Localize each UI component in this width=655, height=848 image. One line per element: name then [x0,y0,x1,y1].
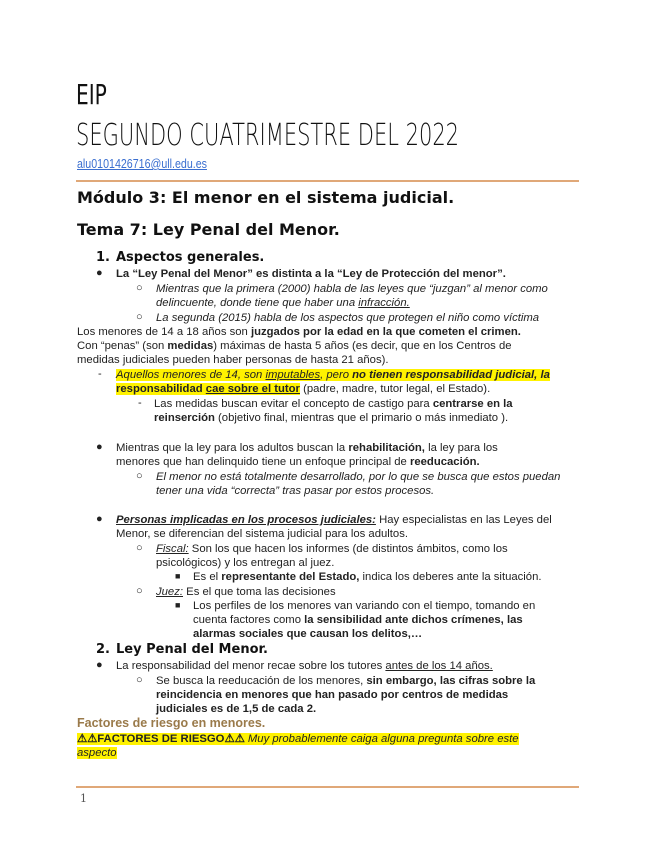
warning-line-1: ⚠⚠FACTORES DE RIESGO⚠⚠ Muy probablemente caiga alguna pregunta sobre este [77,733,519,745]
circle-bullet: ○ [136,674,143,686]
section-1-title: Aspectos generales. [116,250,265,265]
bullet-dot: ● [96,513,103,525]
bullet-rehabilitacion-2: menores que han delinquido tiene un enfoque principal de reeducación. [116,456,480,468]
section-2-number: 2. [96,642,110,657]
warning-line-2: aspecto [77,747,117,759]
paragraph-menores-1: Los menores de 14 a 18 años son juzgados por la edad en la que cometen el crimen. [77,326,521,338]
subbullet-desarrollado-2: tener una vida “correcta” tras pasar por estos procesos. [156,485,435,497]
subbullet-primera-1: Mientras que la primera (2000) habla de las leyes que “juzgan” al menor como [156,283,548,295]
section-2-title: Ley Penal del Menor. [116,642,268,657]
fiscal-square-item: Es el representante del Estado, indica los deberes ante la situación. [193,571,542,583]
juez-line: Juez: Es el que toma las decisiones [156,586,336,598]
header-title: EIP [76,78,107,111]
dash-medidas-2: reinserción (objetivo final, mientras que el primario o más inmediato ). [154,412,509,424]
square-bullet: ■ [175,571,181,581]
page-number: 1 [80,792,87,805]
dash-imputables-1: Aquellos menores de 14, son imputables, pero no tienen responsabilidad judicial, la [116,369,550,381]
footer-divider [76,786,579,788]
subbullet-primera-2: delincuente, donde tiene que haber una infracción. [156,297,410,309]
reeducacion-line-3: judiciales es de 1,5 de cada 2. [156,703,317,715]
bullet-personas-1: Personas implicadas en los procesos judiciales: Hay especialistas en las Leyes del [116,514,552,526]
juez-square-2: cuenta factores como la sensibilidad ante dichos crímenes, las [193,614,523,626]
dash-bullet: - [98,368,102,380]
reeducacion-line-1: Se busca la reeducación de los menores, sin embargo, las cifras sobre la [156,675,536,687]
bullet-ley-penal: La “Ley Penal del Menor” es distinta a la “Ley de Protección del menor”. [116,268,506,280]
bullet-rehabilitacion-1: Mientras que la ley para los adultos buscan la rehabilitación, la ley para los [116,442,498,454]
section-1-number: 1. [96,250,110,265]
fiscal-line-1: Fiscal: Son los que hacen los informes (de distintos ámbitos, como los [156,543,508,555]
bullet-dot: ● [96,659,103,671]
circle-bullet: ○ [136,311,143,323]
subbullet-desarrollado-1: El menor no está totalmente desarrollado, por lo que se busca que estos puedan [156,471,561,483]
reeducacion-line-2: reincidencia en menores que han pasado por centros de medidas [156,689,509,701]
dash-bullet: - [138,397,142,409]
dash-imputables-2: responsabilidad cae sobre el tutor (padre, madre, tutor legal, el Estado). [116,383,491,395]
circle-bullet: ○ [136,585,143,597]
circle-bullet: ○ [136,542,143,554]
paragraph-menores-3: medidas judiciales pueden haber personas de hasta 21 años). [77,354,389,366]
bullet-dot: ● [96,441,103,453]
juez-square-3: alarmas sociales que causan los delitos,… [193,628,423,640]
circle-bullet: ○ [136,470,143,482]
header-divider [76,180,579,182]
dash-medidas-1: Las medidas buscan evitar el concepto de castigo para centrarse en la [154,398,513,410]
bullet-responsabilidad: La responsabilidad del menor recae sobre los tutores antes de los 14 años. [116,660,493,672]
paragraph-menores-2: Con “penas” (son medidas) máximas de hasta 5 años (es decir, que en los Centros de [77,340,512,352]
author-email-link[interactable]: alu0101426716@ull.edu.es [77,156,207,171]
module-heading: Módulo 3: El menor en el sistema judicial. [77,188,455,207]
header-subtitle: SEGUNDO CUATRIMESTRE DEL 2022 [76,118,460,153]
subbullet-segunda: La segunda (2015) habla de los aspectos que protegen el niño como víctima [156,312,540,324]
factores-heading: Factores de riesgo en menores. [77,716,266,730]
fiscal-line-2: psicológicos) y los entregan al juez. [156,557,335,569]
tema-heading: Tema 7: Ley Penal del Menor. [77,220,340,239]
circle-bullet: ○ [136,282,143,294]
bullet-dot: ● [96,267,103,279]
juez-square-1: Los perfiles de los menores van variando con el tiempo, tomando en [193,600,536,612]
bullet-personas-2: Menor, se diferencian del sistema judicial para los adultos. [116,528,408,540]
square-bullet: ■ [175,600,181,610]
